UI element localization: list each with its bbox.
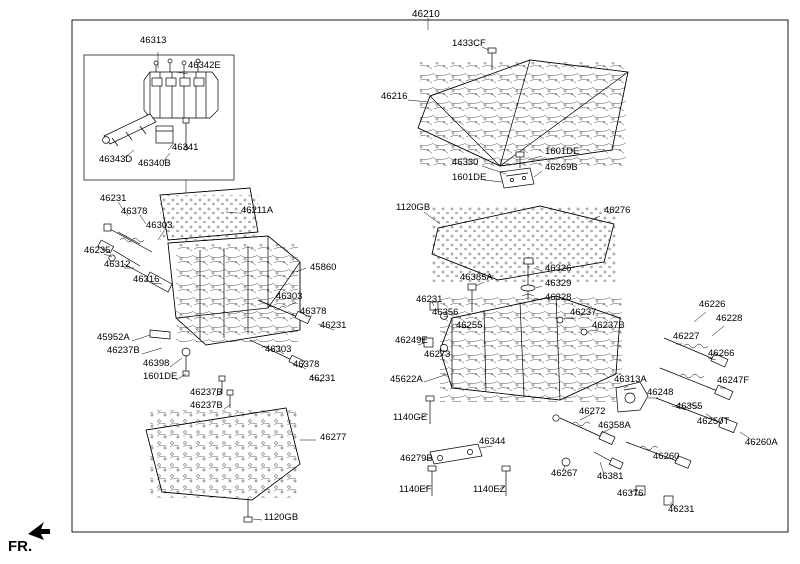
label-46231-a: 46231 [100,193,127,204]
label-46237B-b: 46237B [190,387,223,398]
label-1120GB-bottom: 1120GB [264,512,299,523]
label-46355: 46355 [676,401,703,412]
label-46342E: 46342E [188,60,221,71]
label-46237B-c: 46237B [190,400,223,411]
label-46385A: 46385A [460,272,493,283]
label-46279B: 46279B [400,453,433,464]
label-45860: 45860 [310,262,337,273]
label-46255: 46255 [456,320,483,331]
label-1140EZ: 1140EZ [473,484,506,495]
label-46231-e: 46231 [668,504,695,515]
label-46330: 46330 [452,157,479,168]
label-46343D: 46343D [99,154,133,165]
label-46237: 46237 [570,307,597,318]
label-46303-c: 46303 [265,344,292,355]
label-46267: 46267 [551,468,578,479]
label-46269B: 46269B [545,162,578,173]
label-46329: 46329 [545,278,572,289]
label-46260A: 46260A [745,437,778,448]
label-46313A: 46313A [614,374,647,385]
label-46303-b: 46303 [276,291,303,302]
label-46272: 46272 [579,406,606,417]
label-46237B-d: 46237B [592,320,625,331]
label-46249E: 46249E [395,335,428,346]
label-46237B-a: 46237B [107,345,140,356]
label-46303-a: 46303 [146,220,173,231]
label-46378-b: 46378 [300,306,327,317]
label-1601DE-left: 1601DE [143,371,178,382]
label-46344: 46344 [479,436,506,447]
label-46266: 46266 [708,348,735,359]
label-46231-b: 46231 [320,320,347,331]
label-46326: 46326 [545,263,572,274]
label-46358A: 46358A [598,420,631,431]
label-46356: 46356 [432,307,459,318]
label-46235: 46235 [84,245,111,256]
label-46226: 46226 [699,299,726,310]
label-1433CF: 1433CF [452,38,486,49]
label-46247F: 46247F [717,375,750,386]
label-46376: 46376 [617,488,644,499]
label-46341: 46341 [172,142,199,153]
label-46340B: 46340B [138,158,171,169]
label-46378-c: 46378 [293,359,320,370]
label-1120GB-right: 1120GB [396,202,431,213]
label-46231-c: 46231 [309,373,336,384]
label-46316: 46316 [133,274,160,285]
label-1140EF: 1140EF [399,484,432,495]
label-46227: 46227 [673,331,700,342]
label-46250T: 46250T [697,416,730,427]
label-46381: 46381 [597,471,624,482]
label-46211A: 46211A [241,205,274,216]
label-1601DE-top: 1601DE [545,146,580,157]
label-46248: 46248 [647,387,674,398]
label-1140GE: 1140GE [393,412,428,423]
label-1601DE-second: 1601DE [452,172,487,183]
label-46277: 46277 [320,432,347,443]
orientation-marker-fr: FR. [8,538,33,555]
label-46273: 46273 [424,349,451,360]
label-45622A: 45622A [390,374,423,385]
label-46210: 46210 [412,9,440,20]
label-46228: 46228 [716,313,743,324]
label-46276: 46276 [604,205,631,216]
label-46313: 46313 [140,35,167,46]
label-46260: 46260 [653,451,680,462]
label-46231-d: 46231 [416,294,443,305]
label-46378-a: 46378 [121,206,148,217]
label-46312: 46312 [104,259,131,270]
label-45952A: 45952A [97,332,130,343]
label-46328: 46328 [545,292,572,303]
label-46398: 46398 [143,358,170,369]
label-46216: 46216 [381,91,408,102]
